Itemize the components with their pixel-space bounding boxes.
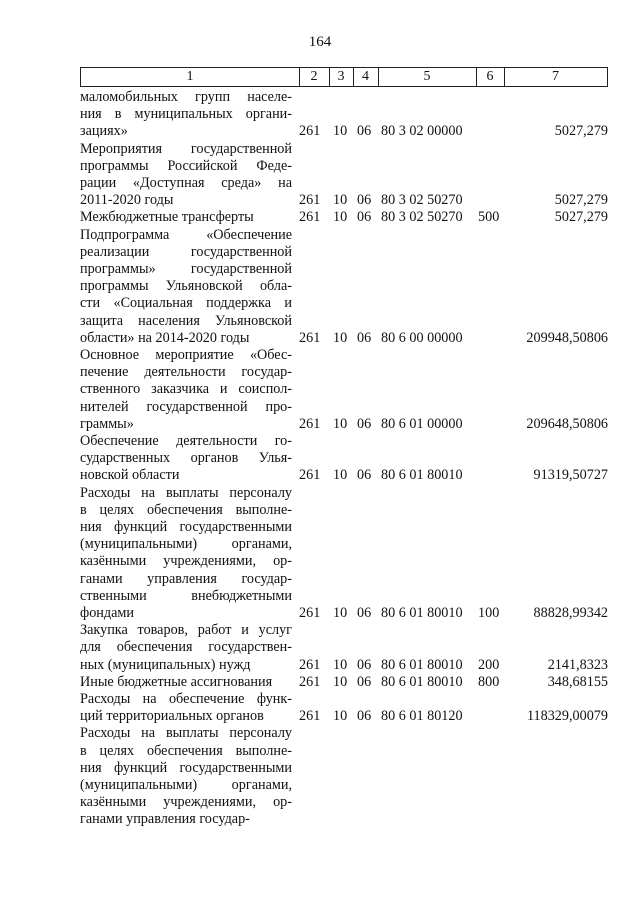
header-col-5: 5	[378, 68, 477, 86]
cell-c3: 10	[333, 192, 348, 209]
row-description	[80, 622, 292, 674]
description-line: Расходы на обеспечение функ-	[80, 691, 292, 707]
description-line: сти «Социальная поддержка и	[80, 295, 292, 312]
cell-c3: 10	[333, 604, 348, 621]
description-line: фондами	[80, 605, 134, 622]
cell-c4: 06	[357, 329, 372, 346]
header-col-1: 1	[81, 68, 300, 86]
description-line: Мероприятия государственной	[80, 140, 292, 157]
cell-c2: 261	[299, 708, 321, 725]
table-row	[80, 691, 608, 725]
cell-c3: 10	[333, 123, 348, 140]
cell-c5: 80 3 02 00000	[381, 123, 463, 140]
cell-c7: 348,68155	[547, 673, 608, 690]
description-line: 2011-2020 годы	[80, 192, 174, 209]
cell-c3: 10	[333, 656, 348, 673]
row-description	[80, 227, 292, 347]
table-row	[80, 89, 608, 141]
description-line: печение деятельности государ-	[80, 364, 292, 381]
header-col-3: 3	[329, 68, 354, 86]
cell-c7: 118329,00079	[526, 708, 608, 725]
description-line: программы Российской Феде-	[80, 157, 292, 174]
description-line: Расходы на выплаты персоналу	[80, 484, 292, 501]
description-line: ганами управления государ-	[80, 570, 292, 587]
description-line: (муниципальными) органами,	[80, 777, 292, 793]
header-col-2: 2	[299, 68, 330, 86]
description-line: программы» государственной	[80, 261, 292, 277]
cell-c4: 06	[357, 415, 372, 432]
cell-c6: 800	[478, 673, 500, 690]
table-row	[80, 485, 608, 623]
cell-c7: 91319,50727	[533, 467, 608, 484]
cell-c7: 2141,8323	[547, 656, 608, 673]
cell-c2: 261	[299, 192, 321, 209]
header-col-4: 4	[353, 68, 379, 86]
description-line: ственными внебюджетными	[80, 587, 292, 604]
description-line: Подпрограмма «Обеспечение	[80, 226, 292, 243]
row-description	[80, 691, 292, 725]
description-line: новской области	[80, 467, 180, 484]
cell-c2: 261	[299, 415, 321, 432]
cell-c6: 200	[478, 656, 500, 673]
row-description	[80, 725, 292, 828]
description-line: зациях»	[80, 123, 128, 140]
cell-c2: 261	[299, 656, 321, 673]
description-line: программы Ульяновской обла-	[80, 278, 292, 295]
description-line: ганами управления государ-	[80, 811, 250, 828]
cell-c7: 209948,50806	[526, 329, 608, 346]
cell-c3: 10	[333, 673, 348, 690]
page-number: 164	[308, 34, 332, 50]
row-description	[80, 347, 292, 433]
cell-c4: 06	[357, 123, 372, 140]
table-row	[80, 725, 608, 828]
description-line: Межбюджетные трансферты	[80, 209, 254, 226]
cell-c5: 80 6 01 80010	[381, 604, 463, 621]
table-row	[80, 674, 608, 691]
description-line: ственного заказчика и соиспол-	[80, 381, 292, 398]
cell-c4: 06	[357, 604, 372, 621]
cell-c5: 80 3 02 50270	[381, 209, 463, 226]
header-col-6: 6	[476, 68, 505, 86]
description-line: сударственных органов Улья-	[80, 450, 292, 467]
description-line: Обеспечение деятельности го-	[80, 433, 292, 449]
cell-c5: 80 6 01 80120	[381, 708, 463, 725]
cell-c5: 80 6 01 80010	[381, 467, 463, 484]
row-description	[80, 674, 292, 691]
cell-c2: 261	[299, 123, 321, 140]
cell-c7: 5027,279	[554, 123, 608, 140]
description-line: области» на 2014-2020 годы	[80, 329, 250, 346]
description-line: ния функций государственными	[80, 519, 292, 535]
cell-c2: 261	[299, 467, 321, 484]
cell-c2: 261	[299, 604, 321, 621]
description-line: рации «Доступная среда» на	[80, 175, 292, 191]
description-line: ния в муниципальных органи-	[80, 106, 292, 123]
description-line: реализации государственной	[80, 243, 292, 260]
description-line: ных (муниципальных) нужд	[80, 656, 251, 673]
cell-c3: 10	[333, 415, 348, 432]
description-line: Закупка товаров, работ и услуг	[80, 622, 292, 639]
cell-c5: 80 6 01 80010	[381, 673, 463, 690]
cell-c4: 06	[357, 673, 372, 690]
description-line: нителей государственной про-	[80, 398, 292, 415]
description-line: граммы»	[80, 415, 134, 432]
description-line: (муниципальными) органами,	[80, 536, 292, 553]
cell-c5: 80 6 01 80010	[381, 656, 463, 673]
cell-c3: 10	[333, 467, 348, 484]
cell-c7: 5027,279	[554, 192, 608, 209]
table-row	[80, 347, 608, 433]
cell-c4: 06	[357, 209, 372, 226]
cell-c4: 06	[357, 656, 372, 673]
table-row	[80, 433, 608, 485]
cell-c4: 06	[357, 708, 372, 725]
cell-c7: 88828,99342	[533, 604, 608, 621]
cell-c4: 06	[357, 192, 372, 209]
description-line: защита населения Ульяновской	[80, 312, 292, 329]
table-header	[80, 67, 608, 87]
row-description	[80, 433, 292, 485]
row-description	[80, 141, 292, 210]
description-line: Иные бюджетные ассигнования	[80, 673, 273, 690]
description-line: для обеспечения государствен-	[80, 639, 292, 656]
cell-c7: 209648,50806	[526, 415, 608, 432]
description-line: казёнными учреждениями, ор-	[80, 553, 292, 570]
row-description	[80, 89, 292, 141]
description-line: в целях обеспечения выполне-	[80, 742, 292, 759]
row-description	[80, 209, 292, 226]
cell-c2: 261	[299, 329, 321, 346]
cell-c5: 80 3 02 50270	[381, 192, 463, 209]
cell-c7: 5027,279	[554, 209, 608, 226]
cell-c6: 100	[478, 604, 500, 621]
cell-c3: 10	[333, 329, 348, 346]
table-row	[80, 622, 608, 674]
cell-c6: 500	[478, 209, 500, 226]
description-line: Основное мероприятие «Обес-	[80, 347, 292, 363]
table-row	[80, 141, 608, 210]
cell-c4: 06	[357, 467, 372, 484]
cell-c5: 80 6 00 00000	[381, 329, 463, 346]
cell-c3: 10	[333, 209, 348, 226]
description-line: ций территориальных органов	[80, 708, 264, 725]
description-line: маломобильных групп населе-	[80, 89, 292, 105]
cell-c5: 80 6 01 00000	[381, 415, 463, 432]
description-line: в целях обеспечения выполне-	[80, 501, 292, 518]
row-description	[80, 485, 292, 623]
table-row	[80, 209, 608, 226]
table-row	[80, 227, 608, 347]
description-line: казёнными учреждениями, ор-	[80, 794, 292, 811]
cell-c2: 261	[299, 673, 321, 690]
description-line: Расходы на выплаты персоналу	[80, 725, 292, 742]
header-col-7: 7	[552, 69, 559, 84]
description-line: ния функций государственными	[80, 759, 292, 776]
cell-c2: 261	[299, 209, 321, 226]
cell-c3: 10	[333, 708, 348, 725]
